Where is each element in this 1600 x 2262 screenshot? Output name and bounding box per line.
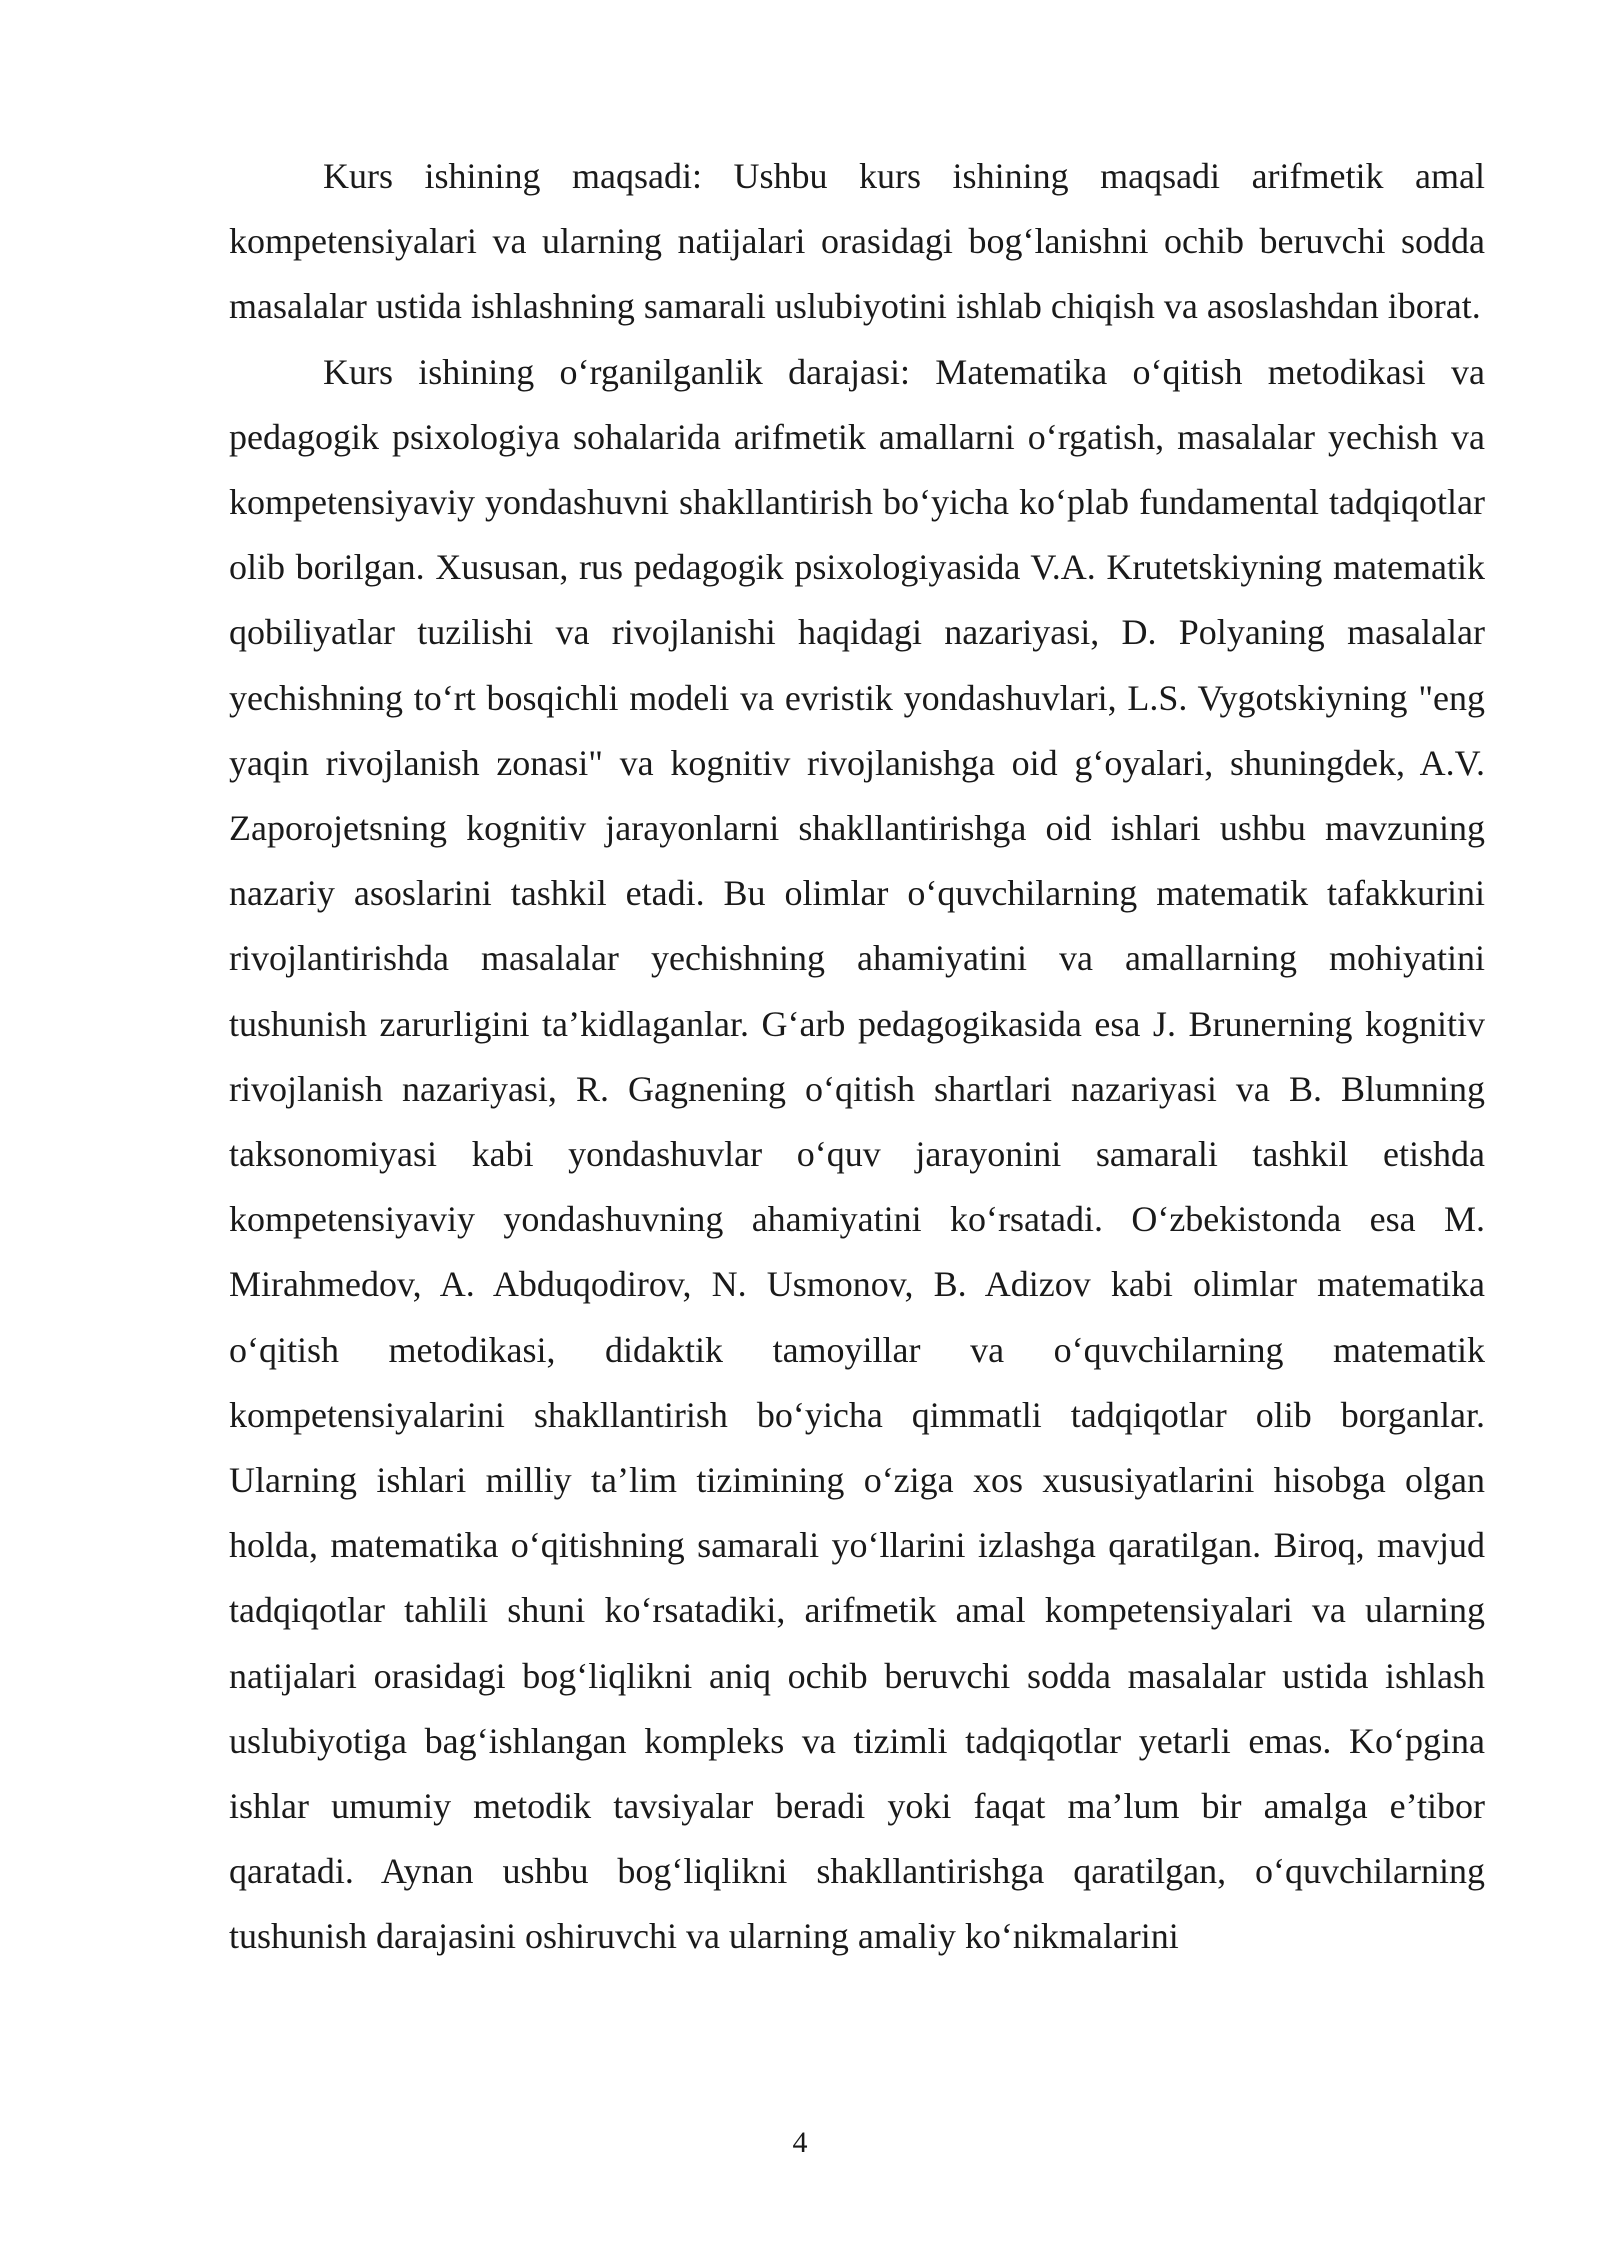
paragraph-course-goal: Kurs ishining maqsadi: Ushbu kurs ishining maqsadi arifmetik amal kompetensiyalari va ularning natijalari orasidagi bog‘lanishni ochib beruvchi sodda masalalar ustida ishlashning samarali uslubiyotini ishlab chiqish va asoslashdan iborat. (229, 156, 1485, 327)
paragraph-research-level: Kurs ishining o‘rganilganlik darajasi: Matematika o‘qitish metodikasi va pedagogik psixologiya sohalarida arifmetik amallarni o‘rgatish, masalalar yechish va kompetensiyaviy yondashuvni shakllantirish bo‘yicha ko‘plab fundamental tadqiqotlar olib borilgan. Xususan, rus pedagogik psixologiyasida V.A. Krutetskiyning matematik qobiliyatlar tuzilishi va rivojlanishi haqidagi nazariyasi, D. Polyaning masalalar yechishning to‘rt bosqichli modeli va evristik yondashuvlari, L.S. Vygotskiyning "eng yaqin rivojlanish zonasi" va kognitiv rivojlanishga oid g‘oyalari, shuningdek, A.V. Zaporojetsning kognitiv jarayonlarni shakllantirishga oid ishlari ushbu mavzuning nazariy asoslarini tashkil etadi. Bu olimlar o‘quvchilarning matematik tafakkurini rivojlantirishda masalalar yechishning ahamiyatini va amallarning mohiyatini tushunish zarurligini ta’kidlaganlar. G‘arb pedagogikasida esa J. Brunerning kognitiv rivojlanish nazariyasi, R. Gagnening o‘qitish shartlari nazariyasi va B. Blumning taksonomiyasi kabi yondashuvlar o‘quv jarayonini samarali tashkil etishda kompetensiyaviy yondashuvning ahamiyatini ko‘rsatadi. O‘zbekistonda esa M. Mirahmedov, A. Abduqodirov, N. Usmonov, B. Adizov kabi olimlar matematika o‘qitish metodikasi, didaktik tamoyillar va o‘quvchilarning matematik kompetensiyalarini shakllantirish bo‘yicha qimmatli tadqiqotlar olib borganlar. Ularning ishlari milliy ta’lim tizimining o‘ziga xos xususiyatlarini hisobga olgan holda, matematika o‘qitishning samarali yo‘llarini izlashga qaratilgan. Biroq, mavjud tadqiqotlar tahlili shuni ko‘rsatadiki, arifmetik amal kompetensiyalari va ularning natijalari orasidagi bog‘liqlikni aniq ochib beruvchi sodda masalalar ustida ishlash uslubiyotiga bag‘ishlangan kompleks va tizimli tadqiqotlar yetarli emas. Ko‘pgina ishlar umumiy metodik tavsiyalar beradi yoki faqat ma’lum bir amalga e’tibor qaratadi. Aynan ushbu bog‘liqlikni shakllantirishga qaratilgan, o‘quvchilarning tushunish darajasini oshiruvchi va ularning amaliy ko‘nikmalarini (229, 351, 1485, 1957)
body-text (229, 144, 1485, 1970)
page-number: 4 (792, 2126, 808, 2159)
